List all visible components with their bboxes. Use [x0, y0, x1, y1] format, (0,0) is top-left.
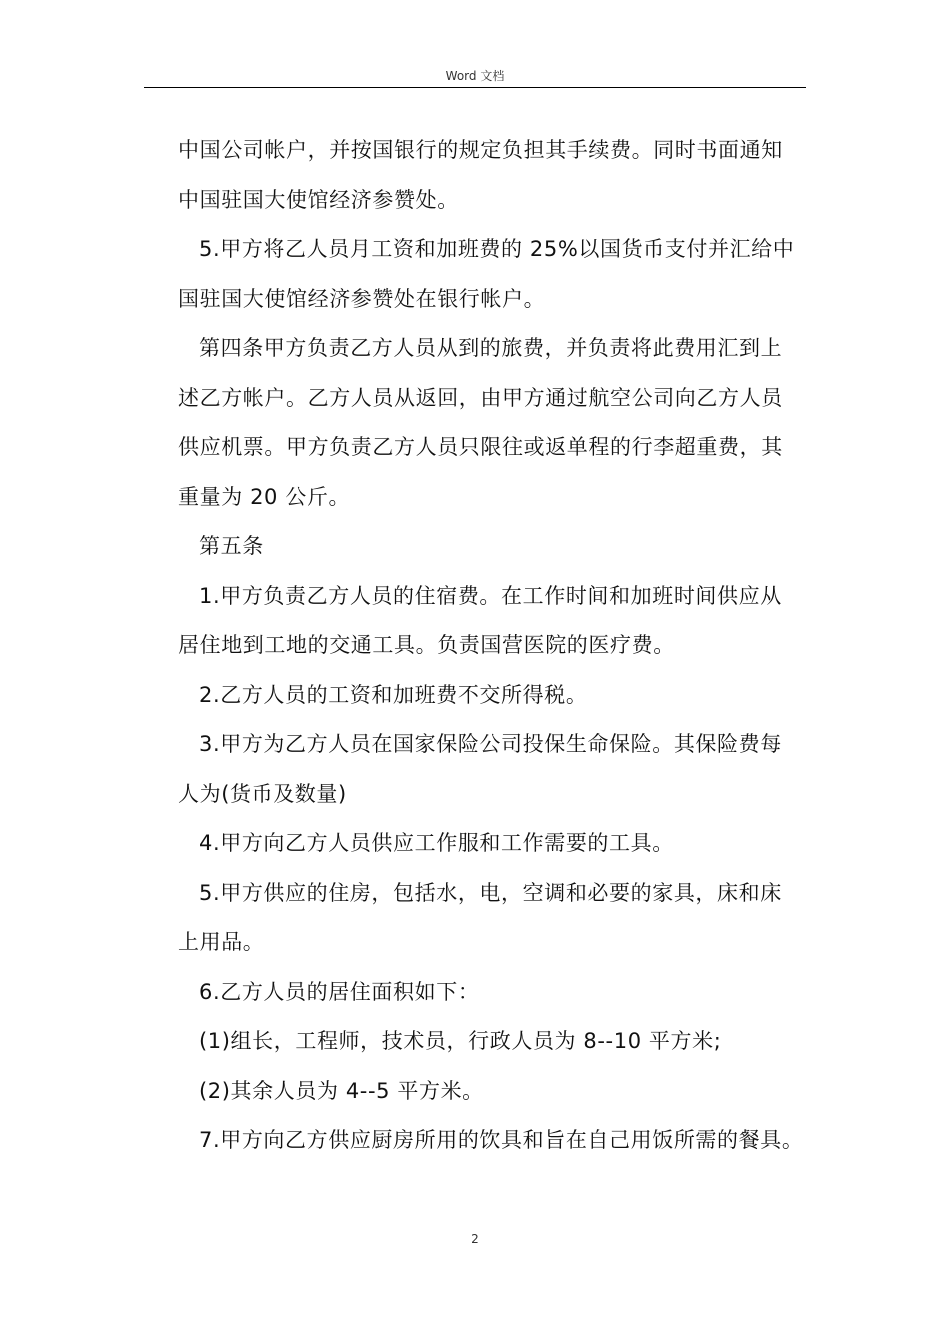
- body-line: 4.甲方向乙方人员供应工作服和工作需要的工具。: [199, 831, 674, 855]
- body-line: 上用品。: [178, 930, 265, 954]
- body-line: 述乙方帐户。乙方人员从返回，由甲方通过航空公司向乙方人员: [178, 385, 783, 410]
- body-line: (2)其余人员为 4--5 平方米。: [199, 1078, 484, 1103]
- body-line: 中国驻国大使馆经济参赞处。: [178, 187, 459, 212]
- body-line: 1.甲方负责乙方人员的住宿费。在工作时间和加班时间供应从: [199, 583, 782, 608]
- header-divider: [144, 87, 806, 88]
- body-line: 居住地到工地的交通工具。负责国营医院的医疗费。: [178, 633, 675, 657]
- page-header: Word 文档: [445, 69, 505, 83]
- body-line: 中国公司帐户，并按国银行的规定负担其手续费。同时书面通知: [178, 138, 783, 162]
- body-line: 7.甲方向乙方供应厨房所用的饮具和旨在自己用饭所需的餐具。: [199, 1128, 804, 1152]
- body-line: 第五条: [199, 534, 264, 558]
- body-line: (1)组长，工程师，技术员，行政人员为 8--10 平方米;: [199, 1029, 722, 1053]
- body-line: 重量为 20 公斤。: [178, 484, 351, 509]
- body-line: 5.甲方将乙人员月工资和加班费的 25%以国货币支付并汇给中: [199, 237, 795, 261]
- body-line: 人为(货币及数量): [178, 781, 347, 806]
- body-line: 6.乙方人员的居住面积如下：: [199, 979, 480, 1004]
- body-line: 2.乙方人员的工资和加班费不交所得税。: [199, 682, 588, 707]
- body-line: 国驻国大使馆经济参赞处在银行帐户。: [178, 286, 546, 311]
- page-number: 2: [471, 1232, 479, 1246]
- body-line: 5.甲方供应的住房，包括水，电，空调和必要的家具，床和床: [199, 880, 782, 905]
- body-line: 供应机票。甲方负责乙方人员只限往或返单程的行李超重费，其: [178, 435, 783, 459]
- body-line: 3.甲方为乙方人员在国家保险公司投保生命保险。其保险费每: [199, 732, 782, 756]
- body-line: 第四条甲方负责乙方人员从到的旅费，并负责将此费用汇到上: [199, 336, 783, 360]
- document-body: [178, 126, 808, 1166]
